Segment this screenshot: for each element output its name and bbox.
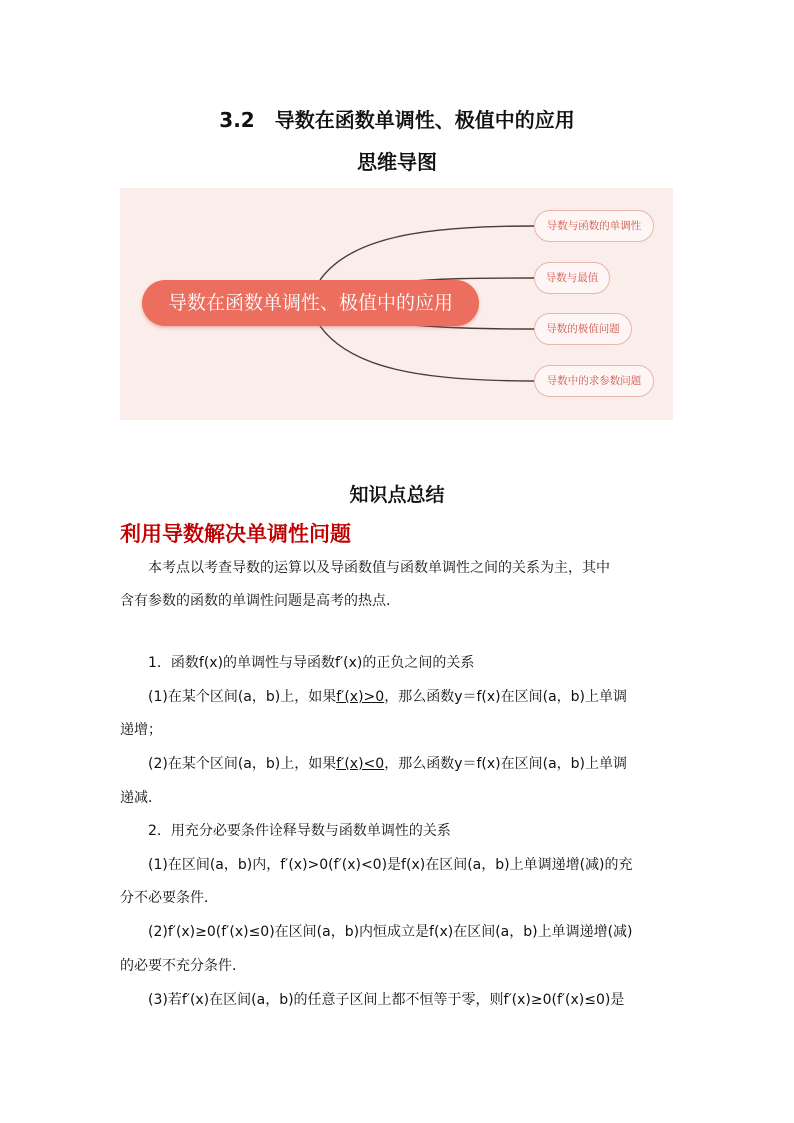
underlined-condition: f′(x)<0 <box>336 756 385 772</box>
knowledge-heading: 知识点总结 <box>349 484 445 506</box>
item-2-2-cont: 的必要不充分条件． <box>120 958 246 974</box>
mindmap-figure <box>120 188 673 420</box>
item-2-1-cont: 分不必要条件． <box>120 890 218 906</box>
item-1: 1．函数f(x)的单调性与导函数f′(x)的正负之间的关系 <box>148 655 475 671</box>
underlined-condition: f′(x)>0 <box>336 689 385 705</box>
item-2-3: (3)若f′(x)在区间(a，b)的任意子区间上都不恒等于零，则f′(x)≥0(f′(x)≤0)是 <box>148 992 625 1008</box>
item-2-1: (1)在区间(a，b)内，f′(x)>0(f′(x)<0)是f(x)在区间(a，b)上单调递增(减)的充 <box>148 857 633 873</box>
mindmap-branch-extreme-value: 导数的极值问题 <box>534 313 632 345</box>
intro-line-1: 本考点以考查导数的运算以及导函数值与函数单调性之间的关系为主，其中 <box>148 560 610 576</box>
item-1-1: (1)在某个区间(a，b)上，如果f′(x)>0，那么函数y＝f(x)在区间(a，b)上单调 <box>148 689 628 705</box>
document-title: 3.2 导数在函数单调性、极值中的应用 <box>219 108 575 132</box>
mindmap-branch-parameter: 导数中的求参数问题 <box>534 365 654 397</box>
item-1-2-cont: 递减． <box>120 790 162 806</box>
mindmap-heading: 思维导图 <box>357 150 437 174</box>
intro-line-2: 含有参数的函数的单调性问题是高考的热点． <box>120 593 400 609</box>
mindmap-center-node: 导数在函数单调性、极值中的应用 <box>142 280 479 326</box>
item-1-2: (2)在某个区间(a，b)上，如果f′(x)<0，那么函数y＝f(x)在区间(a，b)上单调 <box>148 756 628 772</box>
section-heading: 利用导数解决单调性问题 <box>120 522 351 546</box>
mindmap-branch-monotonicity: 导数与函数的单调性 <box>534 210 654 242</box>
mindmap-branch-extremum: 导数与最值 <box>534 262 610 294</box>
item-2: 2．用充分必要条件诠释导数与函数单调性的关系 <box>148 823 451 839</box>
item-1-1-cont: 递增； <box>120 722 162 738</box>
item-2-2: (2)f′(x)≥0(f′(x)≤0)在区间(a，b)内恒成立是f(x)在区间(a，b)上单调递增(减) <box>148 924 633 940</box>
